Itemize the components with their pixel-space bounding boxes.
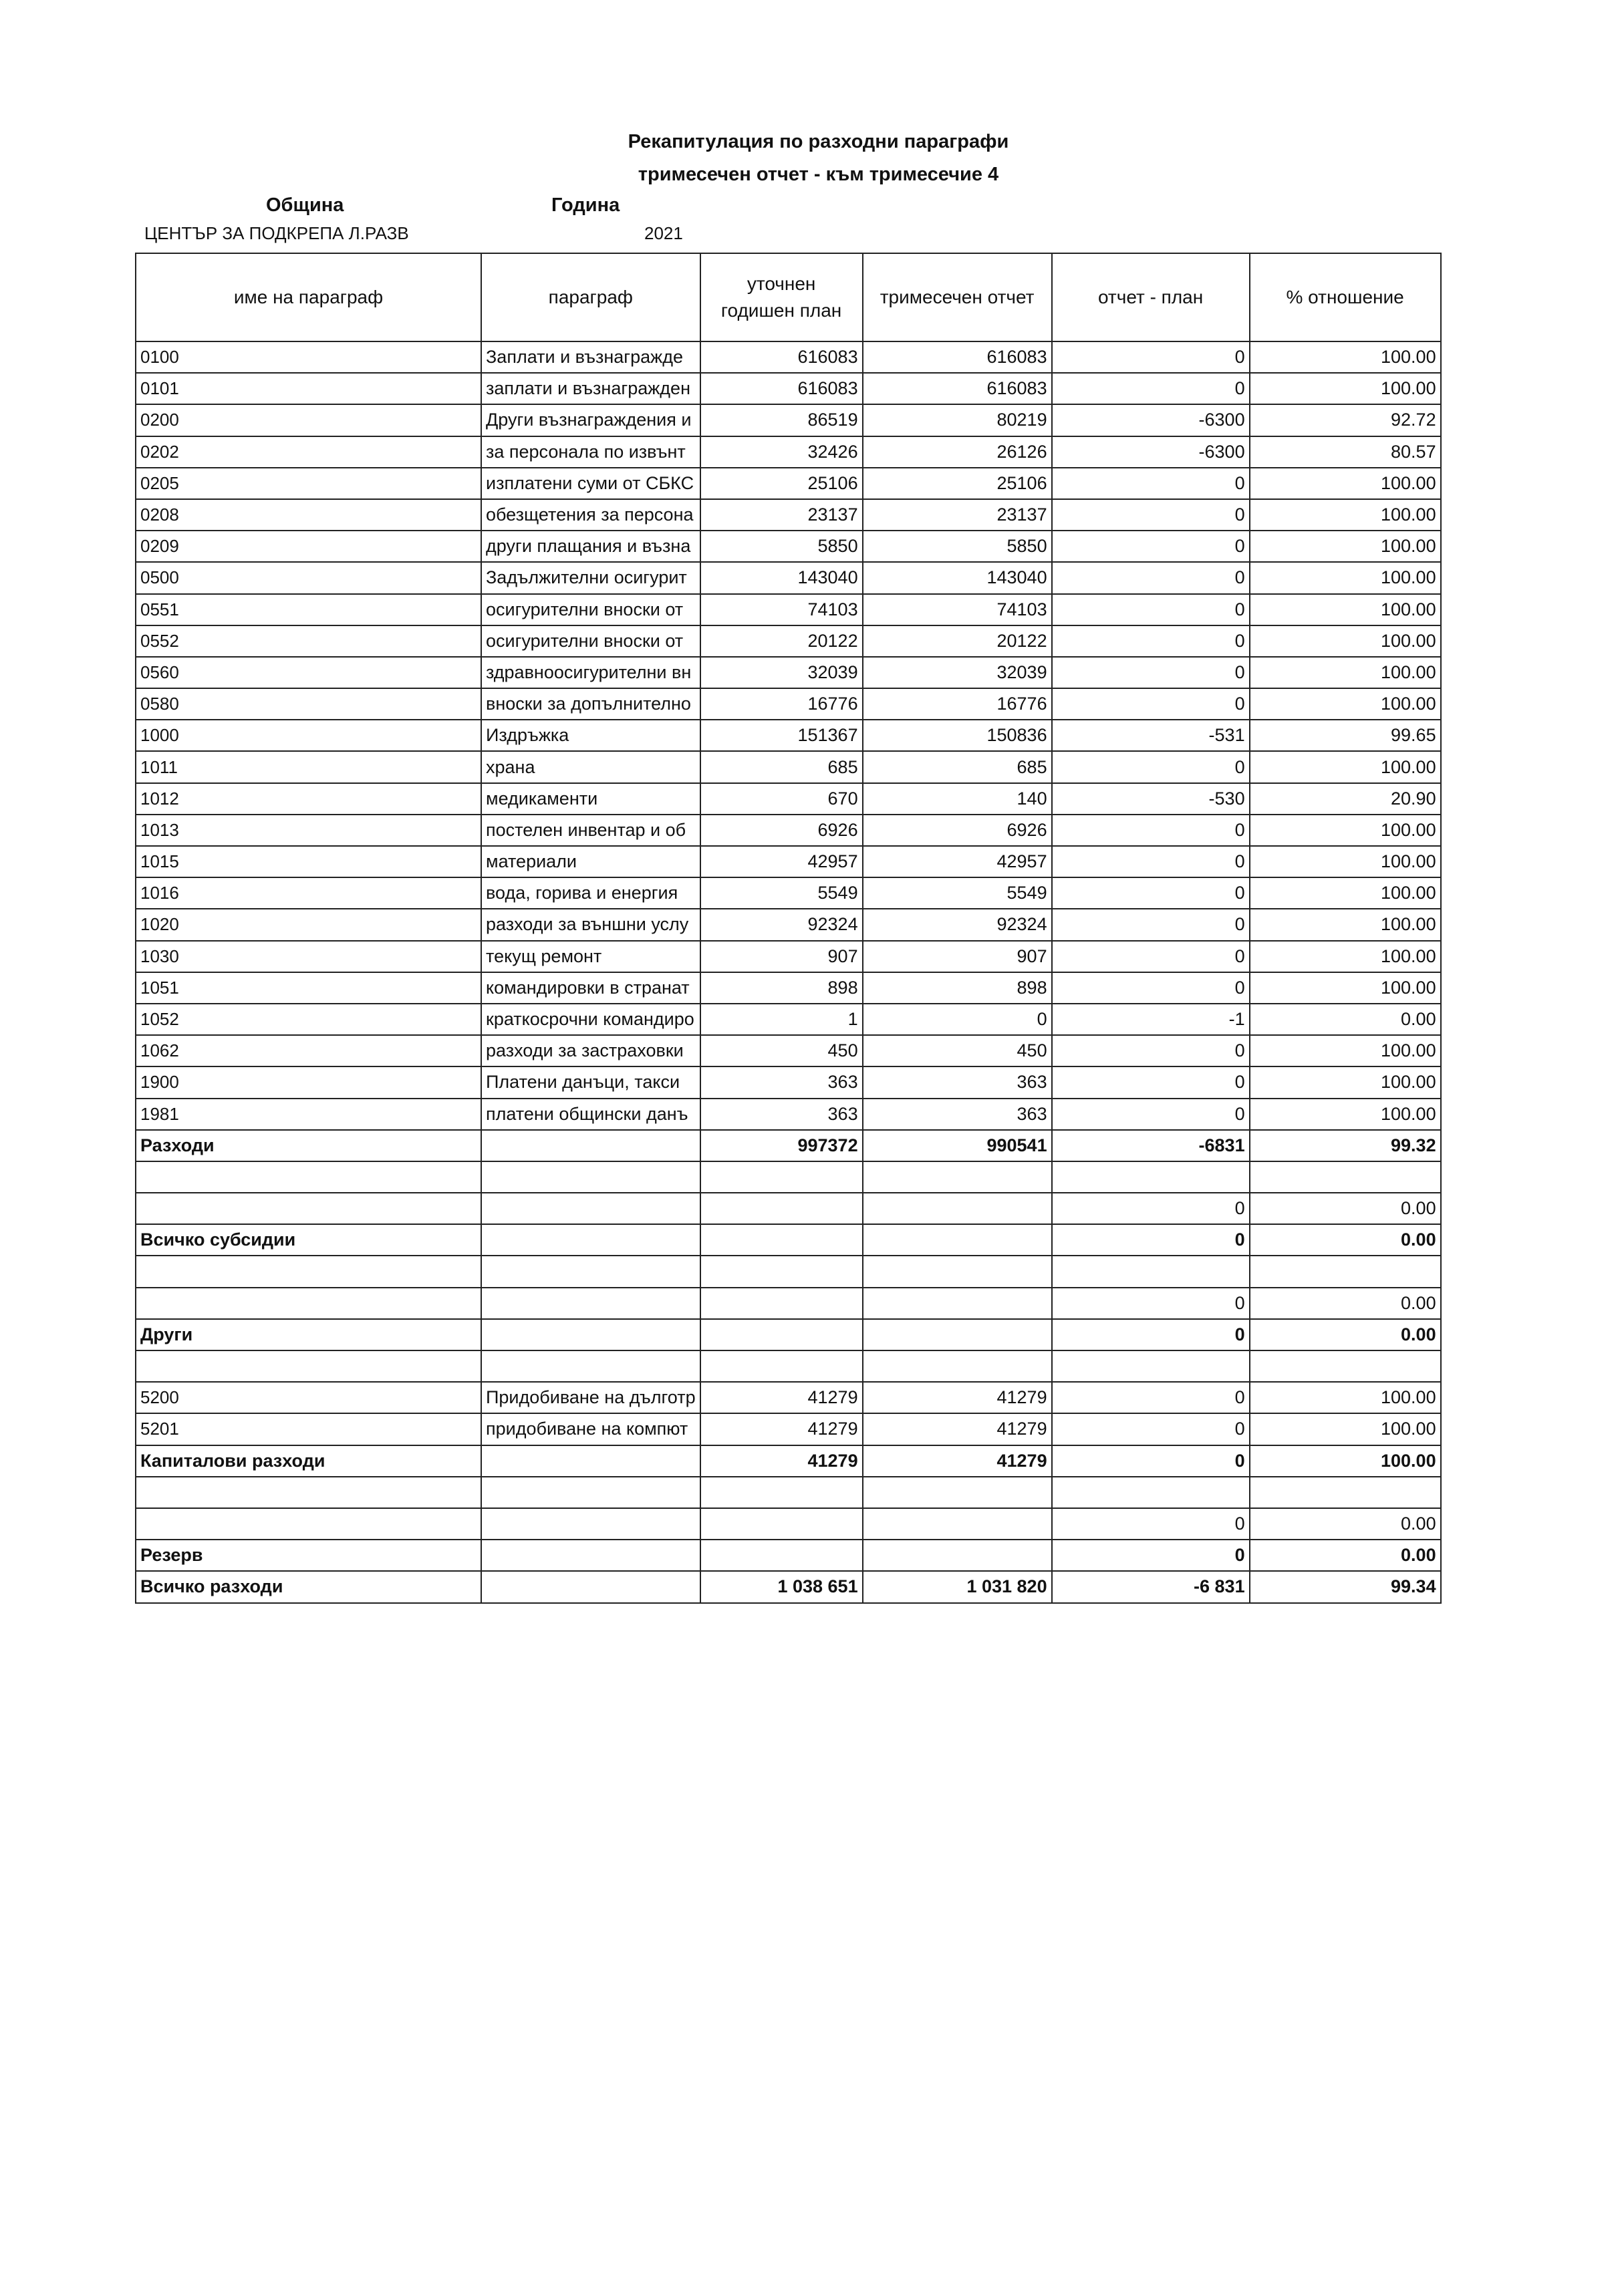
row-pct: 100.00 — [1250, 909, 1441, 940]
row-diff: 0 — [1052, 562, 1250, 593]
row-code: 1062 — [136, 1035, 481, 1066]
row-report: 990541 — [863, 1130, 1052, 1161]
row-pct — [1250, 1161, 1441, 1193]
row-diff: -1 — [1052, 1004, 1250, 1035]
table-row — [136, 341, 1441, 373]
row-code: 0100 — [136, 341, 481, 373]
row-code: 1011 — [136, 751, 481, 782]
table-row — [136, 1477, 1441, 1508]
row-pct: 0.00 — [1250, 1224, 1441, 1256]
table-row — [136, 531, 1441, 562]
row-name — [481, 1445, 700, 1477]
row-pct: 0.00 — [1250, 1540, 1441, 1571]
godina-label: Година — [551, 194, 620, 216]
col-header-diff: отчет - план — [1052, 253, 1250, 341]
row-name — [481, 1130, 700, 1161]
report-title-line2: тримесечен отчет - към тримесечие 4 — [638, 164, 999, 185]
row-report — [863, 1256, 1052, 1287]
row-plan: 32039 — [700, 657, 863, 688]
row-name — [481, 1224, 700, 1256]
row-pct: 0.00 — [1250, 1288, 1441, 1319]
row-pct: 100.00 — [1250, 941, 1441, 972]
row-pct: 100.00 — [1250, 1035, 1441, 1066]
row-pct: 100.00 — [1250, 531, 1441, 562]
row-name: разходи за застраховки — [481, 1035, 700, 1066]
row-name: платени общински данъ — [481, 1099, 700, 1130]
row-report: 5850 — [863, 531, 1052, 562]
row-pct: 92.72 — [1250, 404, 1441, 436]
row-pct: 0.00 — [1250, 1319, 1441, 1350]
row-diff: -6300 — [1052, 436, 1250, 468]
table-row — [136, 720, 1441, 751]
row-name: текущ ремонт — [481, 941, 700, 972]
row-diff: 0 — [1052, 499, 1250, 531]
row-code: Други — [136, 1319, 481, 1350]
expenditure-table — [135, 253, 1442, 1604]
row-plan — [700, 1256, 863, 1287]
row-code: 1020 — [136, 909, 481, 940]
row-code: 1013 — [136, 815, 481, 846]
row-diff — [1052, 1350, 1250, 1382]
row-plan — [700, 1477, 863, 1508]
row-name: храна — [481, 751, 700, 782]
row-report: 140 — [863, 783, 1052, 815]
row-plan: 670 — [700, 783, 863, 815]
table-row — [136, 1099, 1441, 1130]
row-plan: 41279 — [700, 1382, 863, 1413]
row-report: 42957 — [863, 846, 1052, 877]
row-name: Платени данъци, такси — [481, 1066, 700, 1098]
row-code — [136, 1508, 481, 1540]
row-report: 907 — [863, 941, 1052, 972]
table-row — [136, 1193, 1441, 1224]
obshtina-label: Община — [266, 194, 344, 216]
row-name: Задължителни осигурит — [481, 562, 700, 593]
row-diff: 0 — [1052, 846, 1250, 877]
row-diff: -6300 — [1052, 404, 1250, 436]
row-plan: 898 — [700, 972, 863, 1004]
row-code: 5201 — [136, 1413, 481, 1445]
row-diff: 0 — [1052, 341, 1250, 373]
row-name: командировки в странат — [481, 972, 700, 1004]
row-report: 363 — [863, 1099, 1052, 1130]
row-plan: 685 — [700, 751, 863, 782]
row-name: Други възнаграждения и — [481, 404, 700, 436]
row-plan: 16776 — [700, 688, 863, 720]
row-code: 0551 — [136, 594, 481, 625]
row-code: 0500 — [136, 562, 481, 593]
row-pct: 100.00 — [1250, 341, 1441, 373]
row-plan: 5850 — [700, 531, 863, 562]
row-diff: 0 — [1052, 1382, 1250, 1413]
row-report: 685 — [863, 751, 1052, 782]
row-name: вода, горива и енергия — [481, 877, 700, 909]
row-report: 363 — [863, 1066, 1052, 1098]
row-plan — [700, 1508, 863, 1540]
table-row — [136, 1508, 1441, 1540]
row-plan: 1 038 651 — [700, 1571, 863, 1602]
row-code: 0209 — [136, 531, 481, 562]
row-diff: -6 831 — [1052, 1571, 1250, 1602]
row-plan: 74103 — [700, 594, 863, 625]
row-name: обезщетения за персона — [481, 499, 700, 531]
row-plan: 363 — [700, 1099, 863, 1130]
row-name: други плащания и възна — [481, 531, 700, 562]
row-pct: 100.00 — [1250, 594, 1441, 625]
row-plan: 151367 — [700, 720, 863, 751]
table-row — [136, 1445, 1441, 1477]
row-name: Издръжка — [481, 720, 700, 751]
row-plan — [700, 1350, 863, 1382]
row-report — [863, 1161, 1052, 1193]
row-diff: 0 — [1052, 1445, 1250, 1477]
row-code: 0202 — [136, 436, 481, 468]
row-name — [481, 1256, 700, 1287]
row-report: 25106 — [863, 468, 1052, 499]
row-pct: 100.00 — [1250, 1099, 1441, 1130]
table-row — [136, 468, 1441, 499]
table-row — [136, 1130, 1441, 1161]
row-name: Придобиване на дълготр — [481, 1382, 700, 1413]
table-row — [136, 1004, 1441, 1035]
table-row — [136, 404, 1441, 436]
table-row — [136, 436, 1441, 468]
row-name: здравноосигурителни вн — [481, 657, 700, 688]
table-row — [136, 1161, 1441, 1193]
row-diff: 0 — [1052, 594, 1250, 625]
row-plan — [700, 1224, 863, 1256]
col-header-name: име на параграф — [136, 253, 481, 341]
row-pct: 100.00 — [1250, 972, 1441, 1004]
table-row — [136, 1288, 1441, 1319]
row-report: 16776 — [863, 688, 1052, 720]
row-report: 6926 — [863, 815, 1052, 846]
row-code: Разходи — [136, 1130, 481, 1161]
row-pct: 100.00 — [1250, 562, 1441, 593]
row-diff: 0 — [1052, 1193, 1250, 1224]
table-row — [136, 688, 1441, 720]
row-pct — [1250, 1350, 1441, 1382]
row-plan: 1 — [700, 1004, 863, 1035]
table-row — [136, 1413, 1441, 1445]
row-report — [863, 1477, 1052, 1508]
row-diff: 0 — [1052, 909, 1250, 940]
row-pct: 0.00 — [1250, 1004, 1441, 1035]
row-report: 41279 — [863, 1413, 1052, 1445]
row-diff: -531 — [1052, 720, 1250, 751]
row-report: 898 — [863, 972, 1052, 1004]
row-diff — [1052, 1256, 1250, 1287]
row-report: 41279 — [863, 1382, 1052, 1413]
row-code: 0205 — [136, 468, 481, 499]
row-code: Резерв — [136, 1540, 481, 1571]
row-pct: 100.00 — [1250, 751, 1441, 782]
table-row — [136, 941, 1441, 972]
row-pct: 20.90 — [1250, 783, 1441, 815]
row-pct: 100.00 — [1250, 1382, 1441, 1413]
row-plan — [700, 1161, 863, 1193]
row-plan: 92324 — [700, 909, 863, 940]
row-report — [863, 1540, 1052, 1571]
row-diff: 0 — [1052, 468, 1250, 499]
row-pct: 80.57 — [1250, 436, 1441, 468]
col-header-pct: % отношение — [1250, 253, 1441, 341]
table-row — [136, 1035, 1441, 1066]
row-pct: 100.00 — [1250, 373, 1441, 404]
row-code: 0552 — [136, 625, 481, 657]
col-header-plan — [700, 253, 863, 341]
row-name: осигурителни вноски от — [481, 594, 700, 625]
row-name — [481, 1540, 700, 1571]
row-diff: 0 — [1052, 941, 1250, 972]
table-row — [136, 815, 1441, 846]
row-report: 26126 — [863, 436, 1052, 468]
row-plan: 616083 — [700, 373, 863, 404]
table-row — [136, 657, 1441, 688]
row-name — [481, 1350, 700, 1382]
row-pct: 100.00 — [1250, 815, 1441, 846]
row-code: 0580 — [136, 688, 481, 720]
row-code: 5200 — [136, 1382, 481, 1413]
row-diff: 0 — [1052, 1413, 1250, 1445]
table-row — [136, 1382, 1441, 1413]
row-report: 0 — [863, 1004, 1052, 1035]
row-plan — [700, 1193, 863, 1224]
table-row — [136, 1350, 1441, 1382]
row-name: изплатени суми от СБКС — [481, 468, 700, 499]
row-pct: 100.00 — [1250, 688, 1441, 720]
row-name — [481, 1477, 700, 1508]
row-name: медикаменти — [481, 783, 700, 815]
row-plan: 41279 — [700, 1445, 863, 1477]
row-report: 32039 — [863, 657, 1052, 688]
row-diff: 0 — [1052, 972, 1250, 1004]
row-code: Капиталови разходи — [136, 1445, 481, 1477]
row-name: вноски за допълнително — [481, 688, 700, 720]
row-plan: 907 — [700, 941, 863, 972]
row-pct: 100.00 — [1250, 1066, 1441, 1098]
row-name: Заплати и възнагражде — [481, 341, 700, 373]
row-diff: 0 — [1052, 815, 1250, 846]
row-code: 1016 — [136, 877, 481, 909]
row-plan: 616083 — [700, 341, 863, 373]
row-diff: 0 — [1052, 373, 1250, 404]
row-plan: 363 — [700, 1066, 863, 1098]
row-name — [481, 1193, 700, 1224]
row-code: Всичко разходи — [136, 1571, 481, 1602]
table-row — [136, 373, 1441, 404]
row-diff: 0 — [1052, 1099, 1250, 1130]
row-report — [863, 1319, 1052, 1350]
row-diff: 0 — [1052, 1288, 1250, 1319]
row-diff: 0 — [1052, 1540, 1250, 1571]
report-title-line1: Рекапитулация по разходни параграфи — [628, 131, 1009, 152]
row-pct: 100.00 — [1250, 499, 1441, 531]
table-row — [136, 1319, 1441, 1350]
row-plan: 997372 — [700, 1130, 863, 1161]
table-row — [136, 846, 1441, 877]
table-body — [136, 341, 1441, 1603]
table-row — [136, 783, 1441, 815]
row-report: 616083 — [863, 373, 1052, 404]
row-plan — [700, 1540, 863, 1571]
table-row — [136, 751, 1441, 782]
row-code: 1012 — [136, 783, 481, 815]
row-pct: 100.00 — [1250, 1413, 1441, 1445]
row-report: 80219 — [863, 404, 1052, 436]
row-plan: 32426 — [700, 436, 863, 468]
row-diff: 0 — [1052, 531, 1250, 562]
row-code — [136, 1161, 481, 1193]
row-plan: 20122 — [700, 625, 863, 657]
obshtina-value: ЦЕНТЪР ЗА ПОДКРЕПА Л.РАЗВ — [144, 223, 409, 243]
table-row — [136, 877, 1441, 909]
table-row — [136, 499, 1441, 531]
row-code: 0208 — [136, 499, 481, 531]
row-code: 0200 — [136, 404, 481, 436]
row-pct — [1250, 1477, 1441, 1508]
row-report: 5549 — [863, 877, 1052, 909]
godina-value: 2021 — [644, 223, 683, 243]
table-row — [136, 625, 1441, 657]
table-row — [136, 1224, 1441, 1256]
row-code — [136, 1193, 481, 1224]
row-code: 1900 — [136, 1066, 481, 1098]
row-pct: 100.00 — [1250, 625, 1441, 657]
row-pct — [1250, 1256, 1441, 1287]
row-name: разходи за външни услу — [481, 909, 700, 940]
table-row — [136, 562, 1441, 593]
row-name: материали — [481, 846, 700, 877]
col-header-report: тримесечен отчет — [863, 253, 1052, 341]
row-code: Всичко субсидии — [136, 1224, 481, 1256]
row-diff: 0 — [1052, 1224, 1250, 1256]
row-code: 0560 — [136, 657, 481, 688]
row-report: 143040 — [863, 562, 1052, 593]
row-pct: 0.00 — [1250, 1508, 1441, 1540]
row-code: 1000 — [136, 720, 481, 751]
table-row — [136, 1066, 1441, 1098]
row-diff: -530 — [1052, 783, 1250, 815]
table-row — [136, 594, 1441, 625]
row-name: придобиване на компют — [481, 1413, 700, 1445]
row-diff: 0 — [1052, 1035, 1250, 1066]
row-code: 1015 — [136, 846, 481, 877]
table-row — [136, 909, 1441, 940]
row-code: 1981 — [136, 1099, 481, 1130]
row-report: 150836 — [863, 720, 1052, 751]
row-plan: 86519 — [700, 404, 863, 436]
row-code — [136, 1288, 481, 1319]
table-row — [136, 1571, 1441, 1602]
row-pct: 99.32 — [1250, 1130, 1441, 1161]
row-report — [863, 1508, 1052, 1540]
row-pct: 100.00 — [1250, 468, 1441, 499]
row-diff — [1052, 1477, 1250, 1508]
row-name — [481, 1288, 700, 1319]
row-name: заплати и възнагражден — [481, 373, 700, 404]
row-plan: 6926 — [700, 815, 863, 846]
row-diff: 0 — [1052, 657, 1250, 688]
row-plan: 25106 — [700, 468, 863, 499]
row-report: 41279 — [863, 1445, 1052, 1477]
row-report — [863, 1350, 1052, 1382]
row-diff: 0 — [1052, 1508, 1250, 1540]
row-pct: 100.00 — [1250, 846, 1441, 877]
row-name — [481, 1508, 700, 1540]
row-code: 0101 — [136, 373, 481, 404]
row-diff: 0 — [1052, 625, 1250, 657]
row-name: краткосрочни командиро — [481, 1004, 700, 1035]
row-diff: 0 — [1052, 688, 1250, 720]
row-pct: 0.00 — [1250, 1193, 1441, 1224]
row-plan — [700, 1288, 863, 1319]
row-diff: 0 — [1052, 1319, 1250, 1350]
row-diff: -6831 — [1052, 1130, 1250, 1161]
table-row — [136, 1540, 1441, 1571]
row-report: 1 031 820 — [863, 1571, 1052, 1602]
row-pct: 100.00 — [1250, 877, 1441, 909]
row-report — [863, 1224, 1052, 1256]
row-diff — [1052, 1161, 1250, 1193]
row-name — [481, 1571, 700, 1602]
row-code — [136, 1477, 481, 1508]
row-name: за персонала по извънт — [481, 436, 700, 468]
row-report: 23137 — [863, 499, 1052, 531]
row-pct: 100.00 — [1250, 1445, 1441, 1477]
row-report — [863, 1193, 1052, 1224]
row-report: 92324 — [863, 909, 1052, 940]
row-name: постелен инвентар и об — [481, 815, 700, 846]
row-code — [136, 1350, 481, 1382]
row-report: 20122 — [863, 625, 1052, 657]
row-plan: 450 — [700, 1035, 863, 1066]
row-name — [481, 1319, 700, 1350]
row-plan: 41279 — [700, 1413, 863, 1445]
row-report — [863, 1288, 1052, 1319]
row-report: 74103 — [863, 594, 1052, 625]
row-plan: 42957 — [700, 846, 863, 877]
row-name — [481, 1161, 700, 1193]
row-code: 1052 — [136, 1004, 481, 1035]
row-name: осигурителни вноски от — [481, 625, 700, 657]
col-header-paragraph: параграф — [481, 253, 700, 341]
row-pct: 99.34 — [1250, 1571, 1441, 1602]
col-header-plan-text: уточнен годишен план — [720, 273, 842, 321]
row-report: 616083 — [863, 341, 1052, 373]
row-pct: 99.65 — [1250, 720, 1441, 751]
row-plan: 5549 — [700, 877, 863, 909]
row-code — [136, 1256, 481, 1287]
row-pct: 100.00 — [1250, 657, 1441, 688]
row-diff: 0 — [1052, 877, 1250, 909]
row-plan — [700, 1319, 863, 1350]
row-plan: 143040 — [700, 562, 863, 593]
table-row — [136, 1256, 1441, 1287]
row-diff: 0 — [1052, 1066, 1250, 1098]
table-row — [136, 972, 1441, 1004]
row-diff: 0 — [1052, 751, 1250, 782]
row-plan: 23137 — [700, 499, 863, 531]
row-code: 1030 — [136, 941, 481, 972]
row-code: 1051 — [136, 972, 481, 1004]
row-report: 450 — [863, 1035, 1052, 1066]
